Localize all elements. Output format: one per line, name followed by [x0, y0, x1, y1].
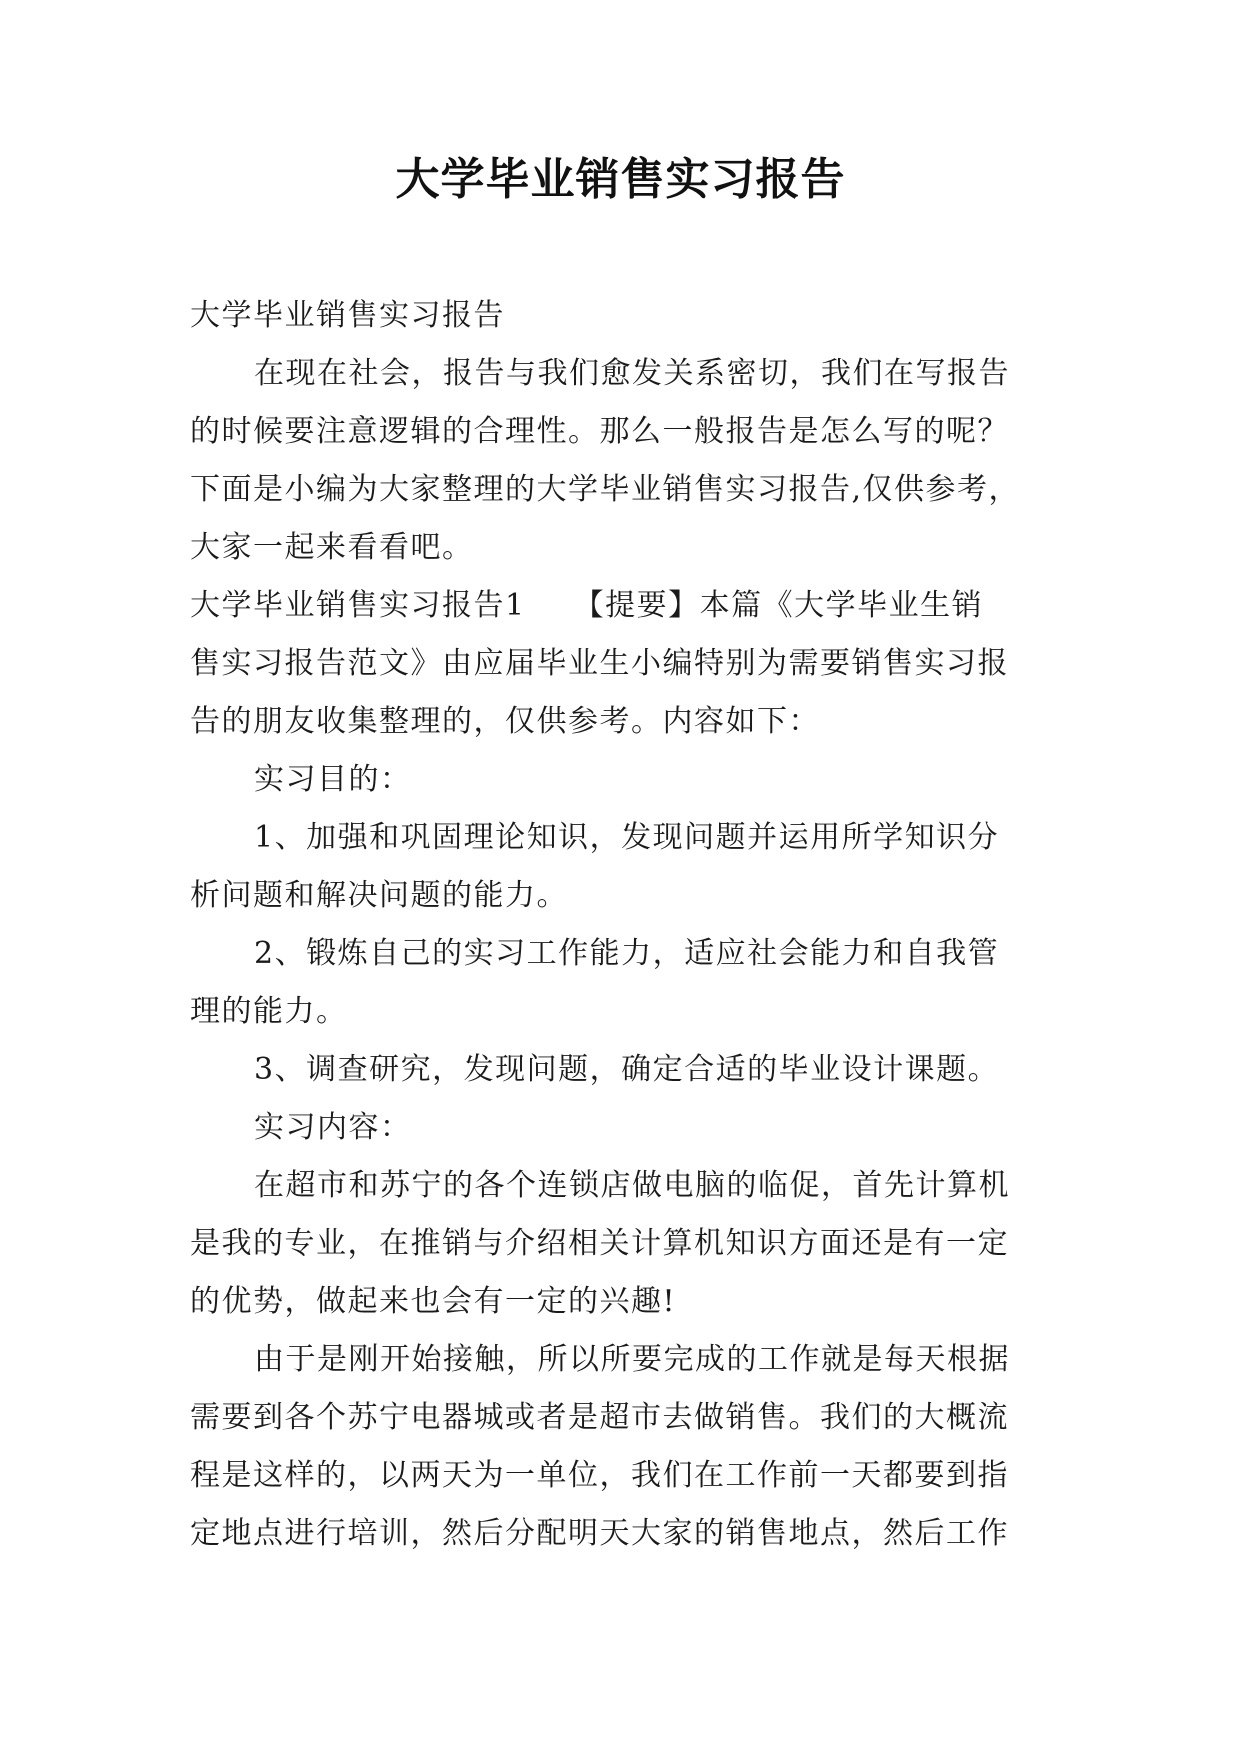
- body-line: 定地点进行培训，然后分配明天大家的销售地点，然后工作: [190, 1516, 1009, 1551]
- body-line: 在超市和苏宁的各个连锁店做电脑的临促，首先计算机: [254, 1168, 1010, 1203]
- body-line: 实习目的：: [254, 762, 412, 797]
- body-line: 由于是刚开始接触，所以所要完成的工作就是每天根据: [254, 1342, 1010, 1377]
- body-line: 售实习报告范文》由应届毕业生小编特别为需要销售实习报: [190, 646, 1009, 681]
- body-line: 2、锻炼自己的实习工作能力，适应社会能力和自我管: [254, 936, 1000, 971]
- body-line: 告的朋友收集整理的，仅供参考。内容如下：: [190, 704, 820, 739]
- body-line: 程是这样的，以两天为一单位，我们在工作前一天都要到指: [190, 1458, 1009, 1493]
- body-line: 需要到各个苏宁电器城或者是超市去做销售。我们的大概流: [190, 1400, 1009, 1435]
- body-line: 下面是小编为大家整理的大学毕业销售实习报告,仅供参考，: [190, 472, 1021, 507]
- body-line: 理的能力。: [190, 994, 348, 1029]
- body-line: 析问题和解决问题的能力。: [190, 878, 568, 913]
- body-line: 大家一起来看看吧。: [190, 530, 474, 565]
- body-line: 1、加强和巩固理论知识，发现问题并运用所学知识分: [254, 820, 1000, 855]
- body-line: 大学毕业销售实习报告: [190, 298, 505, 333]
- body-line: 是我的专业，在推销与介绍相关计算机知识方面还是有一定: [190, 1226, 1009, 1261]
- document-title: 大学毕业销售实习报告: [395, 154, 846, 205]
- body-line: 实习内容：: [254, 1110, 412, 1145]
- body-line: 3、调查研究，发现问题，确定合适的毕业设计课题。: [254, 1052, 1000, 1087]
- body-line: 大学毕业销售实习报告1 【提要】本篇《大学毕业生销: [190, 588, 984, 623]
- document-body: [190, 287, 1070, 1563]
- body-line: 在现在社会，报告与我们愈发关系密切，我们在写报告: [254, 356, 1010, 391]
- body-line: 的优势，做起来也会有一定的兴趣!: [190, 1284, 677, 1319]
- body-line: 的时候要注意逻辑的合理性。那么一般报告是怎么写的呢？: [190, 414, 1009, 449]
